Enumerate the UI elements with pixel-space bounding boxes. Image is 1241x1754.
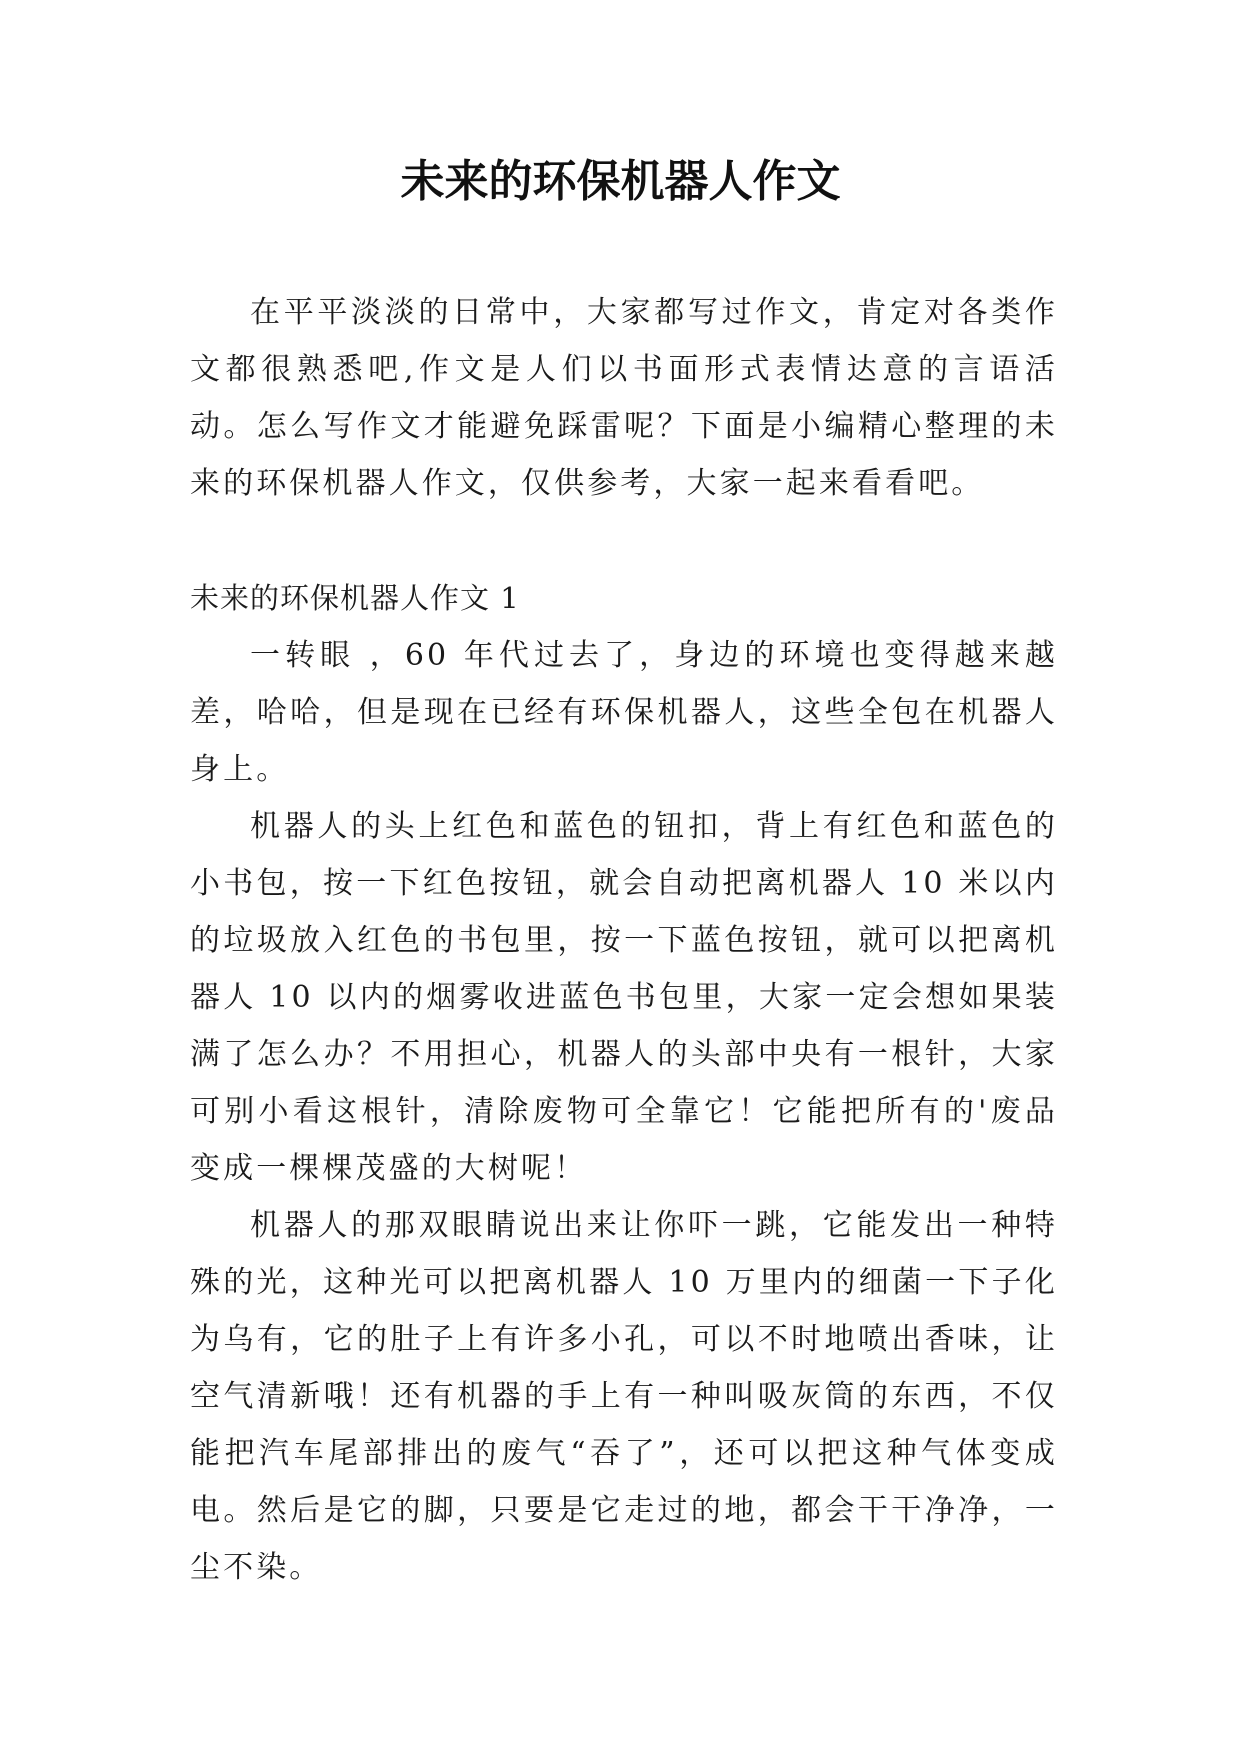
body-paragraph: 一转眼 ，60 年代过去了，身边的环境也变得越来越差，哈哈，但是现在已经有环保机器人，这些全包在机器人身上。 bbox=[190, 638, 1058, 787]
body-paragraph: 机器人的那双眼睛说出来让你吓一跳，它能发出一种特殊的光，这种光可以把离机器人 10 万里内的细菌一下子化为乌有，它的肚子上有许多小孔，可以不时地喷出香味，让空气清新哦！还有机器的手上有一种叫吸灰筒的东西，不仅能把汽车尾部排出的废气“吞了”，还可以把这种气体变成电。然后是它的脚，只要是它走过的地，都会干干净净，一尘不染。 bbox=[190, 1208, 1058, 1585]
intro-paragraph: 在平平淡淡的日常中，大家都写过作文，肯定对各类作文都很熟悉吧,作文是人们以书面形式表情达意的言语活动。怎么写作文才能避免踩雷呢？下面是小编精心整理的未来的环保机器人作文，仅供参考，大家一起来看看吧。 bbox=[190, 295, 1058, 501]
body-paragraph: 机器人的头上红色和蓝色的钮扣，背上有红色和蓝色的小书包，按一下红色按钮，就会自动把离机器人 10 米以内的垃圾放入红色的书包里，按一下蓝色按钮，就可以把离机器人 10 以内的烟雾收进蓝色书包里，大家一定会想如果装满了怎么办？不用担心，机器人的头部中央有一根针，大家可别小看这根针，清除废物可全靠它！它能把所有的'废品变成一棵棵茂盛的大树呢！ bbox=[190, 809, 1058, 1186]
document-body bbox=[190, 284, 1058, 1596]
section-heading: 未来的环保机器人作文 1 bbox=[190, 581, 520, 615]
document-title: 未来的环保机器人作文 bbox=[400, 156, 841, 207]
